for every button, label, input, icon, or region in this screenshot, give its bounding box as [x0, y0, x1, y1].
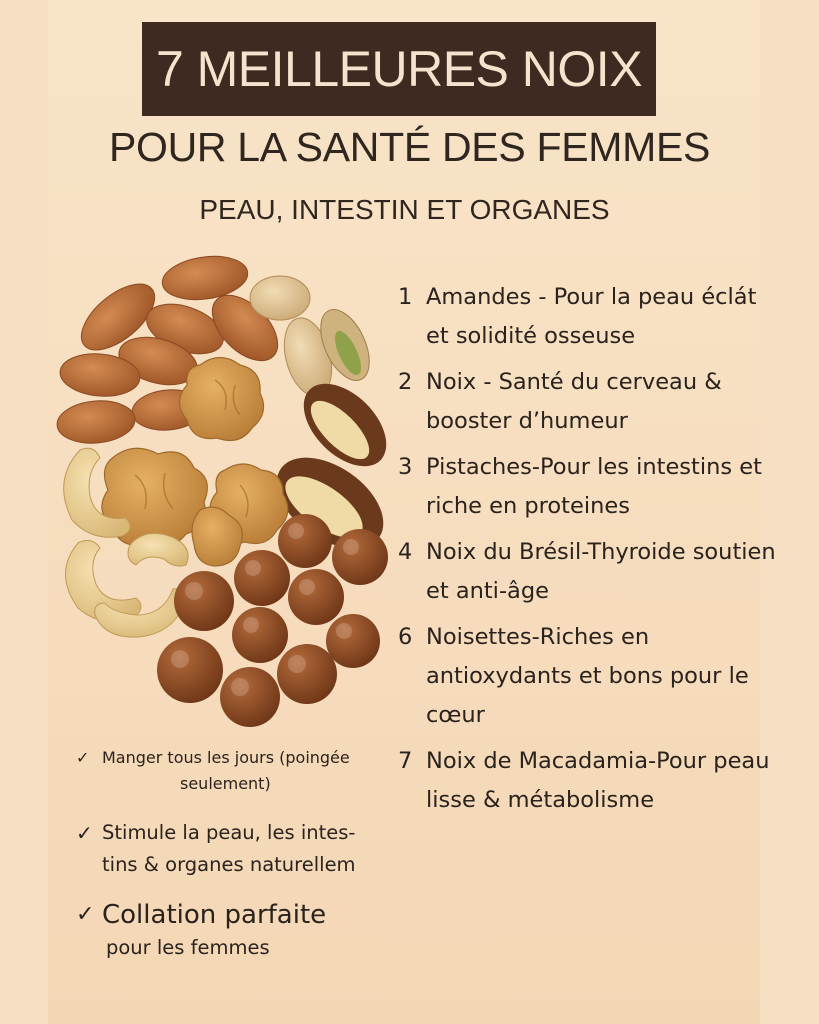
list-item	[398, 533, 778, 611]
tip-text: pour les femmes	[106, 936, 270, 959]
item-number: 2	[398, 369, 413, 395]
check-icon: ✓	[76, 821, 93, 845]
item-number: 1	[398, 284, 413, 310]
list-item	[398, 448, 778, 526]
list-item	[398, 618, 778, 735]
item-text: Amandes - Pour la peau éclát et solidité osseuse	[426, 284, 757, 349]
item-number: 7	[398, 748, 413, 774]
list-item	[398, 278, 778, 356]
item-text: Noisettes-Riches en antioxydants et bons pour le cœur	[426, 624, 749, 728]
check-icon: ✓	[76, 748, 90, 767]
item-text: Noix de Macadamia-Pour peau lisse & métabolisme	[426, 748, 770, 813]
list-item	[398, 742, 778, 820]
item-text: Pistaches-Pour les intestins et riche en proteines	[426, 454, 762, 519]
tip-text: Manger tous les jours (poingée	[102, 748, 350, 767]
tips-list	[76, 745, 396, 963]
nuts-illustration	[40, 245, 410, 745]
title-banner	[142, 22, 656, 116]
list-item	[398, 363, 778, 441]
item-text: Noix - Santé du cerveau & booster d’humeur	[426, 369, 722, 434]
tip-text: Collation parfaite	[102, 900, 327, 930]
tip-snack	[76, 897, 396, 963]
page-tagline: PEAU, INTESTIN ET ORGANES	[199, 194, 610, 225]
check-icon: ✓	[76, 902, 95, 927]
tip-text: Stimule la peau, les intes-	[102, 821, 356, 844]
tip-text: tins & organes naturellem	[102, 853, 356, 876]
item-number: 6	[398, 624, 413, 650]
tip-daily	[76, 745, 396, 797]
page-subtitle: POUR LA SANTÉ DES FEMMES	[108, 124, 711, 170]
tip-text: seulement)	[180, 774, 271, 793]
item-number: 4	[398, 539, 413, 565]
item-text: Noix du Brésil-Thyroide soutien et anti-âge	[426, 539, 776, 604]
item-number: 3	[398, 454, 413, 480]
page-title: 7 MEILLEURES NOIX	[155, 41, 643, 97]
tip-stimulate	[76, 817, 396, 881]
benefits-list	[398, 278, 778, 827]
